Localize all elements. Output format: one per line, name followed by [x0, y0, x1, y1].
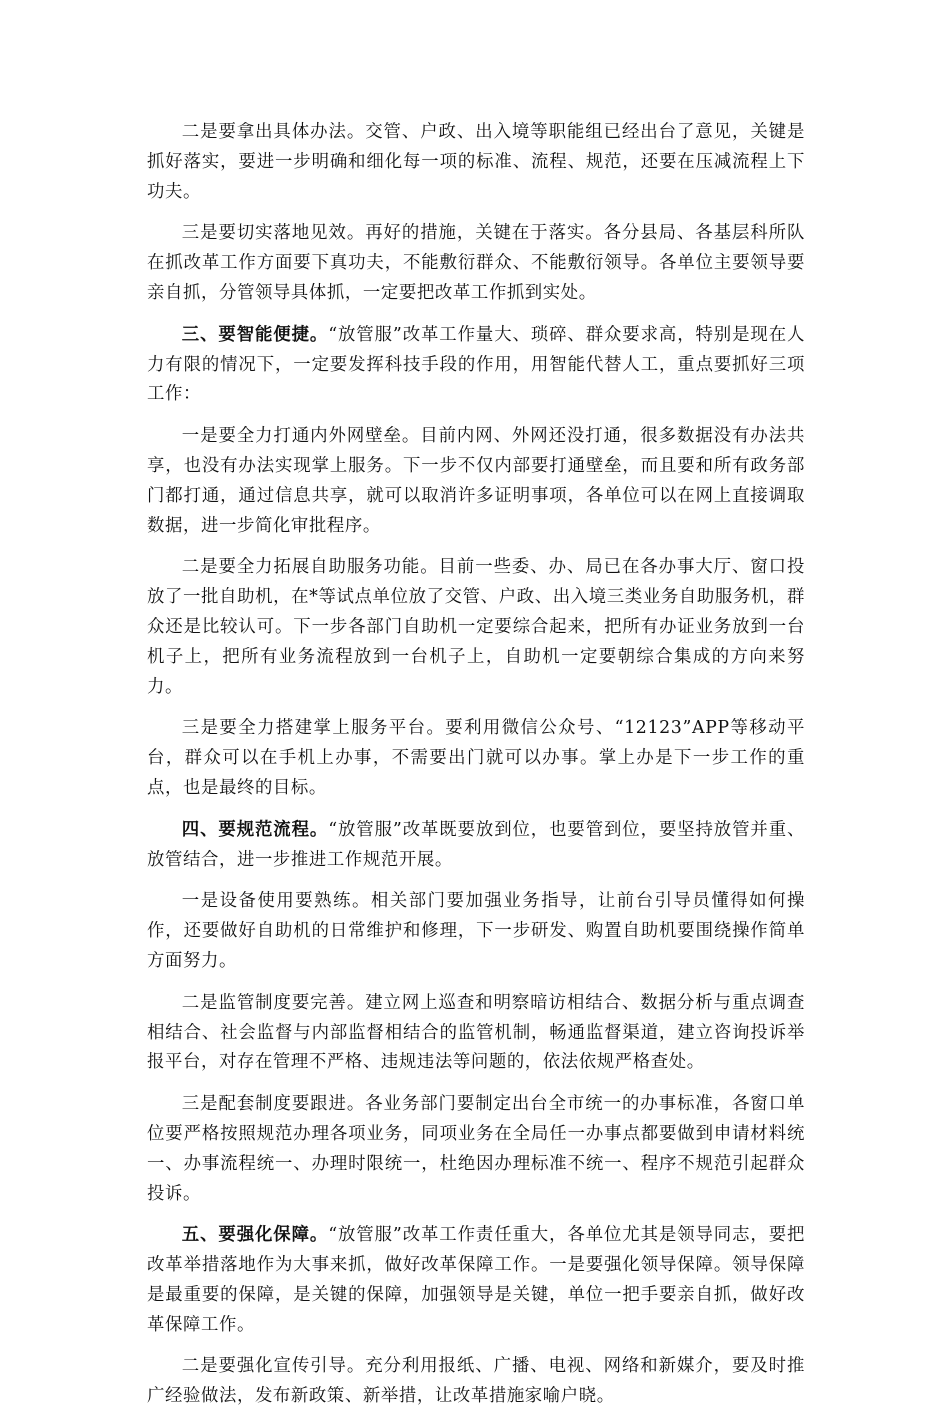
paragraph-4	[147, 422, 805, 541]
paragraph-text: 一是要全力打通内外网壁垒。目前内网、外网还没打通，很多数据没有办法共享，也没有办法实现掌上服务。下一步不仅内部要打通壁垒，而且要和所有政务部门都打通，通过信息共享，就可以取消许多证明事项，各单位可以在网上直接调取数据，进一步简化审批程序。	[147, 426, 805, 536]
section-heading-four: 四、要规范流程。	[181, 819, 329, 840]
paragraph-12	[147, 1352, 805, 1412]
paragraph-text: 一是设备使用要熟练。相关部门要加强业务指导，让前台引导员懂得如何操作，还要做好自助机的日常维护和修理，下一步研发、购置自助机要围绕操作简单方面努力。	[147, 891, 805, 971]
paragraph-text: 三是要切实落地见效。再好的措施，关键在于落实。各分县局、各基层科所队在抓改革工作方面要下真功夫，不能敷衍群众、不能敷衍领导。各单位主要领导要亲自抓，分管领导具体抓，一定要把改革工作抓到实处。	[147, 223, 805, 303]
section-heading-five: 五、要强化保障。	[181, 1225, 329, 1246]
paragraph-8	[147, 887, 805, 976]
paragraph-text: “放管服”改革工作量大、琐碎、群众要求高，特别是现在人力有限的情况下，一定要发挥科技手段的作用，用智能代替人工，重点要抓好三项工作：	[147, 324, 805, 405]
section-three-paragraph	[147, 321, 805, 410]
document-body	[147, 118, 805, 1424]
paragraph-text: “放管服”改革工作责任重大，各单位尤其是领导同志，要把改革举措落地作为大事来抓，做好改革保障工作。一是要强化领导保障。领导保障是最重要的保障，是关键的保障，加强领导是关键，单位一把手要亲自抓，做好改革保障工作。	[147, 1225, 805, 1335]
paragraph-text: 二是要拿出具体办法。交管、户政、出入境等职能组已经出台了意见，关键是抓好落实，要进一步明确和细化每一项的标准、流程、规范，还要在压减流程上下功夫。	[147, 122, 805, 202]
paragraph-text: 二是监管制度要完善。建立网上巡查和明察暗访相结合、数据分析与重点调查相结合、社会监督与内部监督相结合的监管机制，畅通监督渠道，建立咨询投诉举报平台，对存在管理不严格、违规违法等问题的，依法依规严格查处。	[147, 992, 805, 1073]
section-four-paragraph	[147, 816, 805, 876]
paragraph-6	[147, 714, 805, 803]
paragraph-10	[147, 1090, 805, 1209]
paragraph-text: 二是要全力拓展自助服务功能。目前一些委、办、局已在各办事大厅、窗口投放了一批自助机，在*等试点单位放了交管、户政、出入境三类业务自助服务机，群众还是比较认可。下一步各部门自助机一定要综合起来，把所有办证业务放到一台机子上，把所有业务流程放到一台机子上，自助机一定要朝综合集成的方向来努力。	[147, 557, 805, 697]
paragraph-text: “放管服”改革既要放到位，也要管到位，要坚持放管并重、放管结合，进一步推进工作规范开展。	[147, 819, 805, 870]
paragraph-text: 三是要全力搭建掌上服务平台。要利用微信公众号、“12123”APP等移动平台，群众可以在手机上办事，不需要出门就可以办事。掌上办是下一步工作的重点，也是最终的目标。	[147, 718, 805, 798]
paragraph-text: 二是要强化宣传引导。充分利用报纸、广播、电视、网络和新媒介，要及时推广经验做法，发布新政策、新举措，让改革措施家喻户晓。	[147, 1356, 805, 1407]
paragraph-text: 三是配套制度要跟进。各业务部门要制定出台全市统一的办事标准，各窗口单位要严格按照规范办理各项业务，同项业务在全局任一办事点都要做到申请材料统一、办事流程统一、办理时限统一，杜绝因办理标准不统一、程序不规范引起群众投诉。	[147, 1094, 805, 1204]
section-heading-three: 三、要智能便捷。	[181, 324, 329, 345]
paragraph-2	[147, 219, 805, 308]
paragraph-5	[147, 553, 805, 702]
paragraph-9	[147, 989, 805, 1078]
paragraph-1	[147, 118, 805, 207]
section-five-paragraph	[147, 1221, 805, 1340]
